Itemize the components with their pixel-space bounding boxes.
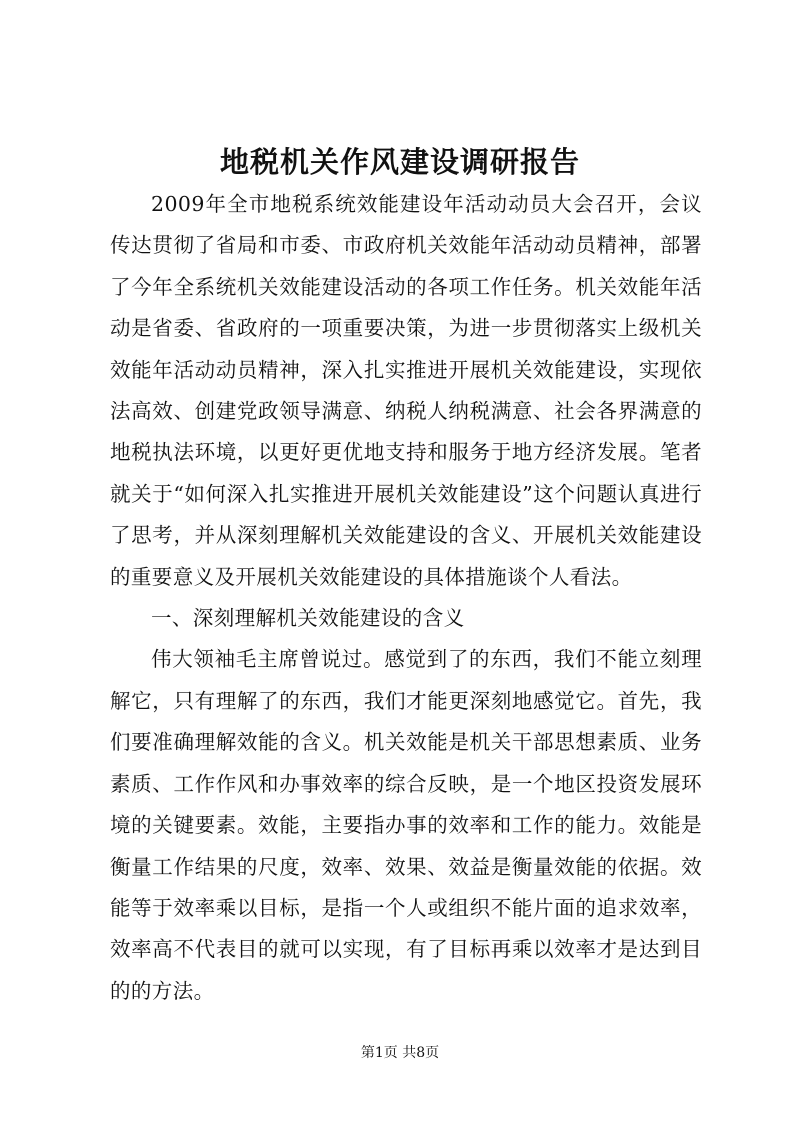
page-footer: 第1页 共8页 (360, 1045, 440, 1061)
intro-paragraph: 2009年全市地税系统效能建设年活动动员大会召开，会议传达贯彻了省局和市委、市政府机关效能年活动动员精神，部署了今年全系统机关效能建设活动的各项工作任务。机关效能年活动是省委、省政府的一项重要决策，为进一步贯彻落实上级机关效能年活动动员精神，深入扎实推进开展机关效能建设，实现依法高效、创建党政领导满意、纳税人纳税满意、社会各界满意的地税执法环境，以更好更优地支持和服务于地方经济发展。笔者就关于“如何深入扎实推进开展机关效能建设”这个问题认真进行了思考，并从深刻理解机关效能建设的含义、开展机关效能建设的重要意义及开展机关效能建设的具体措施谈个人看法。 (110, 192, 702, 589)
document-body (110, 184, 702, 1012)
document-title: 地税机关作风建设调研报告 (219, 145, 580, 179)
section-heading: 一、深刻理解机关效能建设的含义 (151, 606, 465, 631)
section-paragraph: 伟大领袖毛主席曾说过。感觉到了的东西，我们不能立刻理解它，只有理解了的东西，我们才能更深刻地感觉它。首先，我们要准确理解效能的含义。机关效能是机关干部思想素质、业务素质、工作作风和办事效率的综合反映，是一个地区投资发展环境的关键要素。效能，主要指办事的效率和工作的能力。效能是衡量工作结果的尺度，效率、效果、效益是衡量效能的依据。效能等于效率乘以目标，是指一个人或组织不能片面的追求效率，效率高不代表目的就可以实现，有了目标再乘以效率才是达到目的的方法。 (110, 647, 702, 1003)
